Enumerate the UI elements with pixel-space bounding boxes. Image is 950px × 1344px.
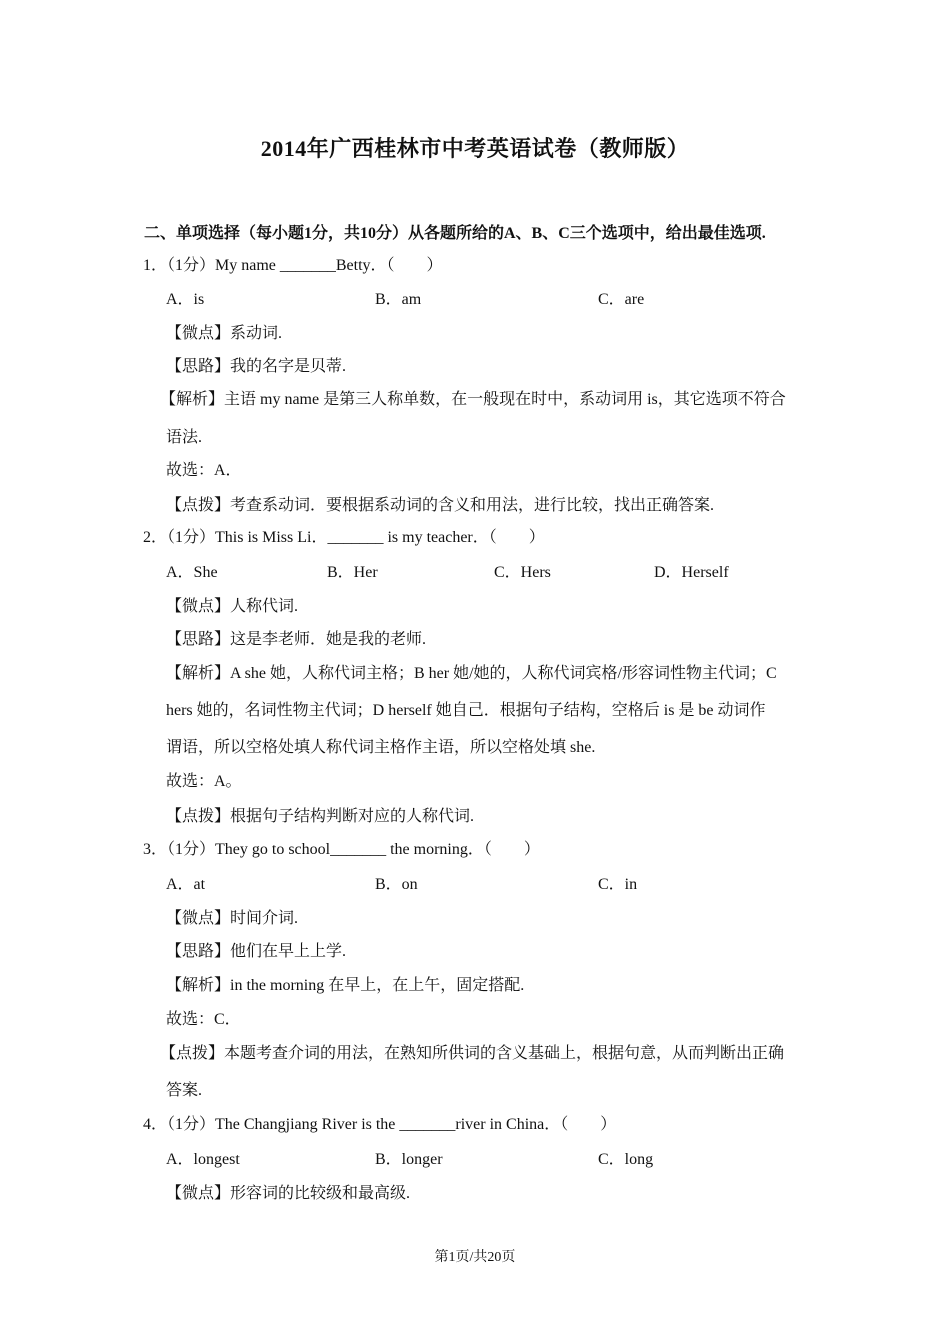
q1-option-b: B．am bbox=[375, 291, 422, 308]
q1-jiexi-line-2: 语法. bbox=[166, 429, 203, 446]
q2-option-d: D．Herself bbox=[654, 564, 729, 581]
q1-answer: 故选：A． bbox=[166, 462, 242, 479]
q2-answer: 故选：A。 bbox=[166, 773, 242, 790]
q3-option-b: B．on bbox=[375, 876, 418, 893]
q2-jiexi-line-3: 谓语，所以空格处填人称代词主格作主语，所以空格处填 she. bbox=[166, 739, 596, 756]
q1-weidian: 【微点】系动词. bbox=[166, 325, 283, 342]
q3-option-c: C．in bbox=[598, 876, 638, 893]
q1-option-a: A．is bbox=[166, 291, 205, 308]
q3-dianbo-line-1: 【点拨】本题考查介词的用法，在熟知所供词的含义基础上，根据句意，从而判断出正确 bbox=[160, 1045, 785, 1062]
q3-dianbo-line-2: 答案. bbox=[166, 1082, 203, 1099]
q2-option-c: C．Hers bbox=[494, 564, 551, 581]
q2-option-a: A．She bbox=[166, 564, 218, 581]
q4-option-a: A．longest bbox=[166, 1151, 240, 1168]
q1-option-c: C．are bbox=[598, 291, 645, 308]
q4-option-c: C．long bbox=[598, 1151, 654, 1168]
q3-silu: 【思路】他们在早上上学. bbox=[166, 943, 347, 960]
question-2-stem: 2．（1分）This is Miss Li．_______ is my teacher．（ ） bbox=[143, 529, 545, 546]
q2-weidian: 【微点】人称代词. bbox=[166, 598, 299, 615]
question-1-stem: 1．（1分）My name _______Betty．（ ） bbox=[143, 257, 443, 274]
q3-answer: 故选：C． bbox=[166, 1011, 241, 1028]
q2-option-b: B．Her bbox=[327, 564, 378, 581]
exam-title: 2014年广西桂林市中考英语试卷（教师版） bbox=[260, 136, 690, 161]
q4-option-b: B．longer bbox=[375, 1151, 443, 1168]
q2-silu: 【思路】这是李老师．她是我的老师. bbox=[166, 631, 427, 648]
question-4-stem: 4．（1分）The Changjiang River is the _______river in China．（ ） bbox=[143, 1116, 617, 1133]
q3-weidian: 【微点】时间介词. bbox=[166, 910, 299, 927]
q2-jiexi-line-2: hers 她的，名词性物主代词；D herself 她自己．根据句子结构，空格后 is 是 be 动词作 bbox=[166, 702, 766, 719]
section-heading: 二、单项选择（每小题1分，共10分）从各题所给的A、B、C三个选项中，给出最佳选项. bbox=[144, 225, 766, 242]
q3-jiexi: 【解析】in the morning 在早上，在上午，固定搭配. bbox=[166, 977, 525, 994]
q2-dianbo: 【点拨】根据句子结构判断对应的人称代词. bbox=[166, 808, 475, 825]
q4-weidian: 【微点】形容词的比较级和最高级. bbox=[166, 1185, 411, 1202]
q3-option-a: A．at bbox=[166, 876, 206, 893]
q1-dianbo: 【点拨】考查系动词．要根据系动词的含义和用法，进行比较，找出正确答案. bbox=[166, 497, 715, 514]
page-footer: 第1页/共20页 bbox=[434, 1250, 516, 1265]
question-3-stem: 3．（1分）They go to school_______ the morning．（ ） bbox=[143, 841, 540, 858]
q2-jiexi-line-1: 【解析】A she 她，人称代词主格；B her 她/她的，人称代词宾格/形容词性物主代词；C bbox=[166, 665, 777, 682]
q1-jiexi-line-1: 【解析】主语 my name 是第三人称单数，在一般现在时中，系动词用 is，其它选项不符合 bbox=[160, 391, 786, 408]
q1-silu: 【思路】我的名字是贝蒂. bbox=[166, 358, 347, 375]
